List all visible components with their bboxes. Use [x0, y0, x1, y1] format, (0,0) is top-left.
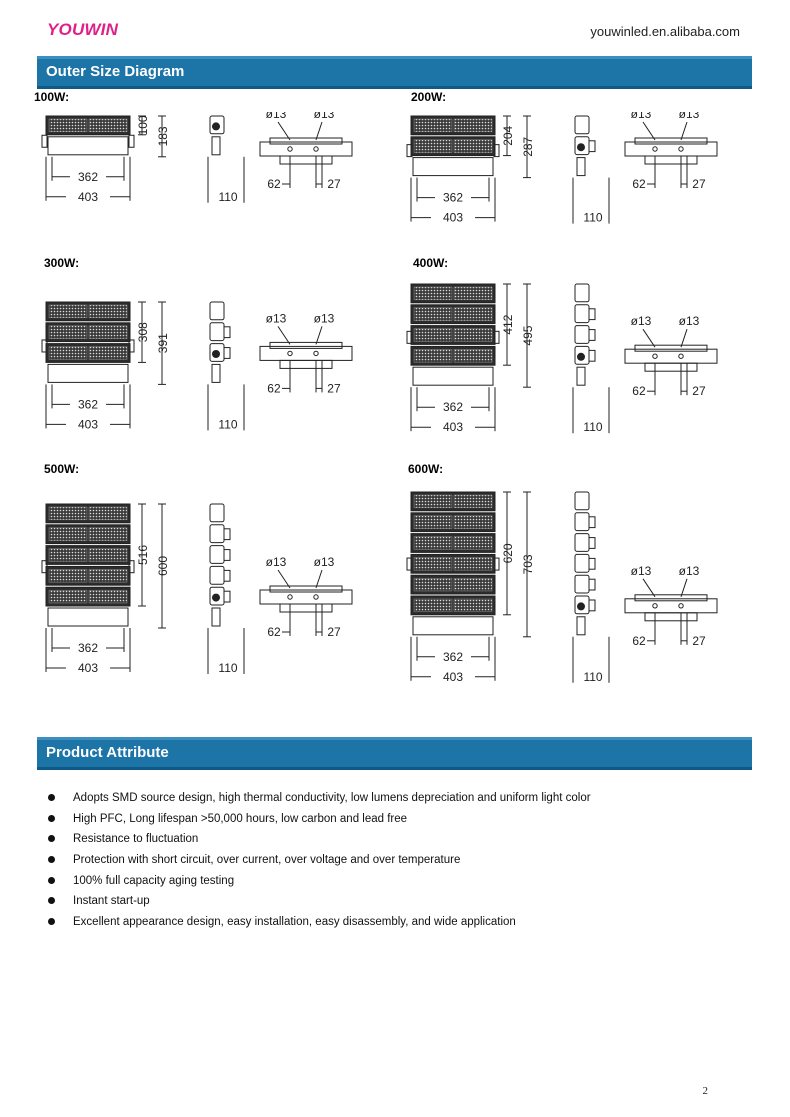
- dim-bolt-spacing: 62: [267, 625, 281, 639]
- bolt-hole-icon: [679, 354, 683, 358]
- driver-housing: [48, 364, 128, 382]
- dim-outer-height: 703: [521, 554, 536, 575]
- side-view: [575, 492, 595, 635]
- attribute-item: [48, 873, 591, 894]
- led-array: [49, 326, 87, 339]
- dim-outer-width: 403: [77, 661, 99, 675]
- led-array: [414, 599, 452, 612]
- side-fin: [589, 350, 595, 361]
- led-array: [454, 516, 492, 529]
- led-array: [414, 516, 452, 529]
- side-bracket: [577, 367, 585, 385]
- side-module: [575, 326, 589, 344]
- bullet-icon: [48, 877, 55, 884]
- side-module: [210, 302, 224, 320]
- side-module: [575, 492, 589, 510]
- dim-bolt-offset: 27: [692, 633, 706, 648]
- led-array: [454, 329, 492, 342]
- led-array: [454, 599, 492, 612]
- side-fin: [224, 348, 230, 359]
- pivot-icon: [577, 602, 585, 610]
- bolt-hole-icon: [314, 147, 318, 151]
- attribute-item: [48, 790, 591, 811]
- led-array: [89, 549, 127, 562]
- led-array: [89, 326, 127, 339]
- led-array: [454, 287, 492, 300]
- side-bracket: [212, 364, 220, 382]
- attribute-list: [48, 790, 591, 935]
- bottom-view: [260, 138, 352, 164]
- side-module: [575, 554, 589, 572]
- dim-inner-height: 516: [136, 544, 150, 566]
- side-module: [575, 284, 589, 302]
- base-top: [635, 138, 707, 144]
- leader-line: [643, 579, 655, 597]
- led-array: [414, 537, 452, 550]
- front-view: [407, 284, 499, 385]
- led-array: [454, 140, 492, 153]
- dim-bolt-left: ø13: [630, 563, 652, 578]
- side-module: [210, 504, 224, 522]
- side-bracket: [577, 617, 585, 635]
- side-module: [210, 546, 224, 564]
- leader-line: [643, 122, 655, 140]
- bracket-left: [42, 135, 47, 147]
- led-array: [89, 528, 127, 541]
- side-view: [210, 504, 230, 626]
- led-array: [89, 119, 127, 132]
- dim-inner-width: 362: [443, 649, 464, 664]
- dim-depth: 110: [218, 417, 238, 432]
- front-view: [407, 492, 499, 635]
- dim-inner-height: 412: [501, 314, 516, 335]
- dim-bolt-offset: 27: [692, 384, 706, 399]
- pivot-icon: [212, 594, 220, 602]
- size-diagram: [38, 500, 378, 683]
- bottom-view: [625, 595, 717, 621]
- bullet-icon: [48, 856, 55, 863]
- dim-bolt-spacing: 62: [632, 633, 646, 648]
- page-number: 2: [702, 1085, 708, 1097]
- base-top: [270, 586, 342, 592]
- side-view: [575, 116, 595, 176]
- dim-inner-height: 100: [136, 115, 151, 136]
- pivot-icon: [212, 122, 220, 130]
- led-array: [454, 308, 492, 321]
- dim-bolt-right: ø13: [678, 112, 700, 121]
- side-fin: [589, 538, 595, 549]
- base-top: [270, 138, 342, 144]
- leader-line: [278, 122, 290, 140]
- dim-depth: 110: [583, 669, 603, 684]
- bullet-icon: [48, 815, 55, 822]
- side-view: [210, 116, 224, 155]
- size-diagram: [38, 112, 378, 212]
- bolt-hole-icon: [288, 147, 292, 151]
- bolt-hole-icon: [288, 351, 292, 355]
- base-top: [635, 345, 707, 351]
- dim-inner-width: 362: [78, 397, 99, 412]
- dim-bolt-left: ø13: [630, 314, 652, 329]
- side-bracket: [212, 137, 220, 155]
- size-diagram: [403, 112, 743, 233]
- side-fin: [224, 327, 230, 338]
- size-diagram-svg: [403, 112, 743, 228]
- dim-bolt-left: ø13: [630, 112, 652, 121]
- side-view: [210, 302, 230, 382]
- attribute-text: High PFC, Long lifespan >50,000 hours, low carbon and lead free: [73, 812, 408, 825]
- pivot-icon: [577, 353, 585, 361]
- side-fin: [589, 600, 595, 611]
- base-foot: [645, 156, 697, 164]
- led-array: [89, 590, 127, 603]
- size-diagram-svg: [38, 500, 378, 678]
- bolt-hole-icon: [653, 147, 657, 151]
- side-fin: [224, 570, 230, 581]
- led-array: [49, 528, 87, 541]
- base-top: [635, 595, 707, 601]
- attribute-text: Protection with short circuit, over current, over voltage and over temperature: [73, 854, 461, 867]
- front-view: [42, 504, 134, 626]
- size-diagram-svg: [403, 280, 743, 437]
- side-module: [210, 566, 224, 584]
- dim-bolt-right: ø13: [313, 112, 335, 121]
- attribute-item: [48, 914, 591, 935]
- side-fin: [589, 517, 595, 528]
- base-foot: [645, 613, 697, 621]
- driver-housing: [413, 367, 493, 385]
- side-fin: [589, 309, 595, 320]
- bolt-hole-icon: [288, 595, 292, 599]
- dim-bolt-left: ø13: [265, 311, 287, 326]
- model-label: 500W:: [44, 462, 80, 476]
- base-top: [270, 342, 342, 348]
- dim-bolt-left: ø13: [265, 555, 287, 569]
- led-array: [49, 347, 87, 360]
- dim-outer-height: 495: [521, 325, 536, 346]
- section-title-product-attribute: Product Attribute: [46, 744, 169, 761]
- dim-bolt-offset: 27: [327, 381, 341, 396]
- side-fin: [589, 579, 595, 590]
- dim-bolt-left: ø13: [265, 112, 287, 121]
- led-array: [454, 495, 492, 508]
- model-label: 600W:: [408, 462, 444, 476]
- dim-inner-height: 620: [501, 543, 516, 564]
- bottom-view: [260, 586, 352, 612]
- dim-depth: 110: [218, 189, 238, 204]
- side-bracket: [577, 158, 585, 176]
- led-array: [414, 119, 452, 132]
- bullet-icon: [48, 794, 55, 801]
- dim-bolt-spacing: 62: [632, 384, 646, 399]
- side-fin: [224, 591, 230, 602]
- led-array: [414, 557, 452, 570]
- bottom-view: [260, 342, 352, 368]
- leader-line: [643, 329, 655, 347]
- bolt-hole-icon: [679, 147, 683, 151]
- led-array: [414, 140, 452, 153]
- section-title-outer-size: Outer Size Diagram: [46, 63, 185, 80]
- side-fin: [224, 529, 230, 540]
- side-fin: [224, 550, 230, 561]
- side-module: [575, 534, 589, 552]
- bolt-hole-icon: [653, 354, 657, 358]
- base-foot: [280, 360, 332, 368]
- bullet-icon: [48, 918, 55, 925]
- dim-outer-width: 403: [78, 417, 99, 432]
- dim-bolt-spacing: 62: [267, 176, 281, 191]
- model-label: 200W:: [411, 90, 447, 104]
- dim-bolt-spacing: 62: [632, 176, 646, 191]
- dim-depth: 110: [583, 420, 603, 435]
- dim-depth: 110: [218, 661, 238, 675]
- leader-line: [316, 122, 322, 140]
- dim-bolt-right: ø13: [313, 311, 335, 326]
- led-array: [49, 549, 87, 562]
- section-banner-outer-size: [37, 56, 752, 89]
- section-banner-product-attribute: [37, 737, 752, 770]
- led-array: [414, 308, 452, 321]
- attribute-text: Excellent appearance design, easy installation, easy disassembly, and wide application: [73, 916, 516, 929]
- led-array: [414, 329, 452, 342]
- driver-housing: [48, 608, 128, 626]
- leader-line: [681, 579, 687, 597]
- dim-inner-width: 362: [443, 190, 464, 205]
- led-array: [414, 578, 452, 591]
- dim-outer-height: 287: [521, 136, 536, 157]
- dim-outer-height: 600: [156, 555, 170, 577]
- led-array: [89, 569, 127, 582]
- dim-bolt-spacing: 62: [267, 381, 281, 396]
- bolt-hole-icon: [314, 595, 318, 599]
- model-label: 400W:: [413, 256, 449, 270]
- side-module: [575, 513, 589, 531]
- dim-bolt-right: ø13: [678, 563, 700, 578]
- led-array: [49, 590, 87, 603]
- size-diagram-svg: [403, 488, 743, 687]
- dim-outer-width: 403: [443, 420, 464, 435]
- model-label: 300W:: [44, 256, 80, 270]
- led-array: [49, 119, 87, 132]
- led-array: [414, 287, 452, 300]
- attribute-item: [48, 852, 591, 873]
- leader-line: [278, 326, 290, 344]
- dim-bolt-offset: 27: [327, 176, 341, 191]
- bolt-hole-icon: [653, 604, 657, 608]
- dim-inner-height: 308: [136, 322, 151, 343]
- driver-housing: [413, 617, 493, 635]
- model-label: 100W:: [34, 90, 70, 104]
- dim-bolt-right: ø13: [313, 555, 335, 569]
- dim-inner-width: 362: [77, 641, 99, 655]
- driver-housing: [413, 158, 493, 176]
- led-array: [89, 305, 127, 318]
- size-diagram: [403, 280, 743, 442]
- leader-line: [316, 570, 322, 588]
- side-module: [210, 323, 224, 341]
- led-array: [89, 347, 127, 360]
- attribute-item: [48, 811, 591, 832]
- dim-inner-height: 204: [501, 125, 516, 146]
- bottom-view: [625, 345, 717, 371]
- led-array: [454, 537, 492, 550]
- size-diagram-svg: [38, 298, 378, 434]
- led-array: [89, 507, 127, 520]
- dim-depth: 110: [583, 210, 603, 225]
- pivot-icon: [577, 143, 585, 151]
- attribute-item: [48, 893, 591, 914]
- pivot-icon: [212, 350, 220, 358]
- dim-bolt-offset: 27: [692, 176, 706, 191]
- led-array: [49, 507, 87, 520]
- led-array: [454, 557, 492, 570]
- led-array: [454, 578, 492, 591]
- bracket-right: [129, 135, 134, 147]
- dim-inner-width: 362: [443, 400, 464, 415]
- bolt-hole-icon: [679, 604, 683, 608]
- base-foot: [280, 156, 332, 164]
- size-diagram: [403, 488, 743, 692]
- leader-line: [681, 122, 687, 140]
- website-url[interactable]: youwinled.en.alibaba.com: [590, 24, 740, 39]
- dim-bolt-right: ø13: [678, 314, 700, 329]
- attribute-text: Resistance to fluctuation: [73, 833, 199, 846]
- side-view: [575, 284, 595, 385]
- driver-housing: [48, 137, 128, 155]
- side-module: [575, 116, 589, 134]
- dim-outer-width: 403: [443, 669, 464, 684]
- dim-outer-height: 183: [156, 126, 171, 147]
- side-fin: [589, 558, 595, 569]
- dim-bolt-offset: 27: [327, 625, 341, 639]
- front-view: [42, 302, 134, 382]
- leader-line: [681, 329, 687, 347]
- base-foot: [280, 604, 332, 612]
- leader-line: [278, 570, 290, 588]
- brand-logo: YOUWIN: [47, 20, 119, 39]
- attribute-text: Instant start-up: [73, 895, 150, 908]
- bullet-icon: [48, 835, 55, 842]
- side-fin: [589, 141, 595, 152]
- led-array: [414, 495, 452, 508]
- bullet-icon: [48, 897, 55, 904]
- led-array: [49, 305, 87, 318]
- size-diagram: [38, 298, 378, 439]
- attribute-item: [48, 831, 591, 852]
- side-module: [575, 575, 589, 593]
- side-bracket: [212, 608, 220, 626]
- led-array: [454, 349, 492, 362]
- led-array: [49, 569, 87, 582]
- dim-outer-width: 403: [443, 210, 464, 225]
- side-module: [575, 305, 589, 323]
- dim-outer-width: 403: [78, 189, 99, 204]
- side-fin: [589, 330, 595, 341]
- bottom-view: [625, 138, 717, 164]
- attribute-text: Adopts SMD source design, high thermal conductivity, low lumens depreciation and uniform light color: [73, 792, 591, 804]
- front-view: [407, 116, 499, 176]
- bolt-hole-icon: [314, 351, 318, 355]
- base-foot: [645, 363, 697, 371]
- dim-inner-width: 362: [78, 169, 99, 184]
- side-module: [210, 525, 224, 543]
- led-array: [414, 349, 452, 362]
- led-array: [454, 119, 492, 132]
- attribute-text: 100% full capacity aging testing: [73, 874, 235, 887]
- leader-line: [316, 326, 322, 344]
- front-view: [42, 116, 134, 155]
- dim-outer-height: 391: [156, 333, 171, 354]
- size-diagram-svg: [38, 112, 378, 207]
